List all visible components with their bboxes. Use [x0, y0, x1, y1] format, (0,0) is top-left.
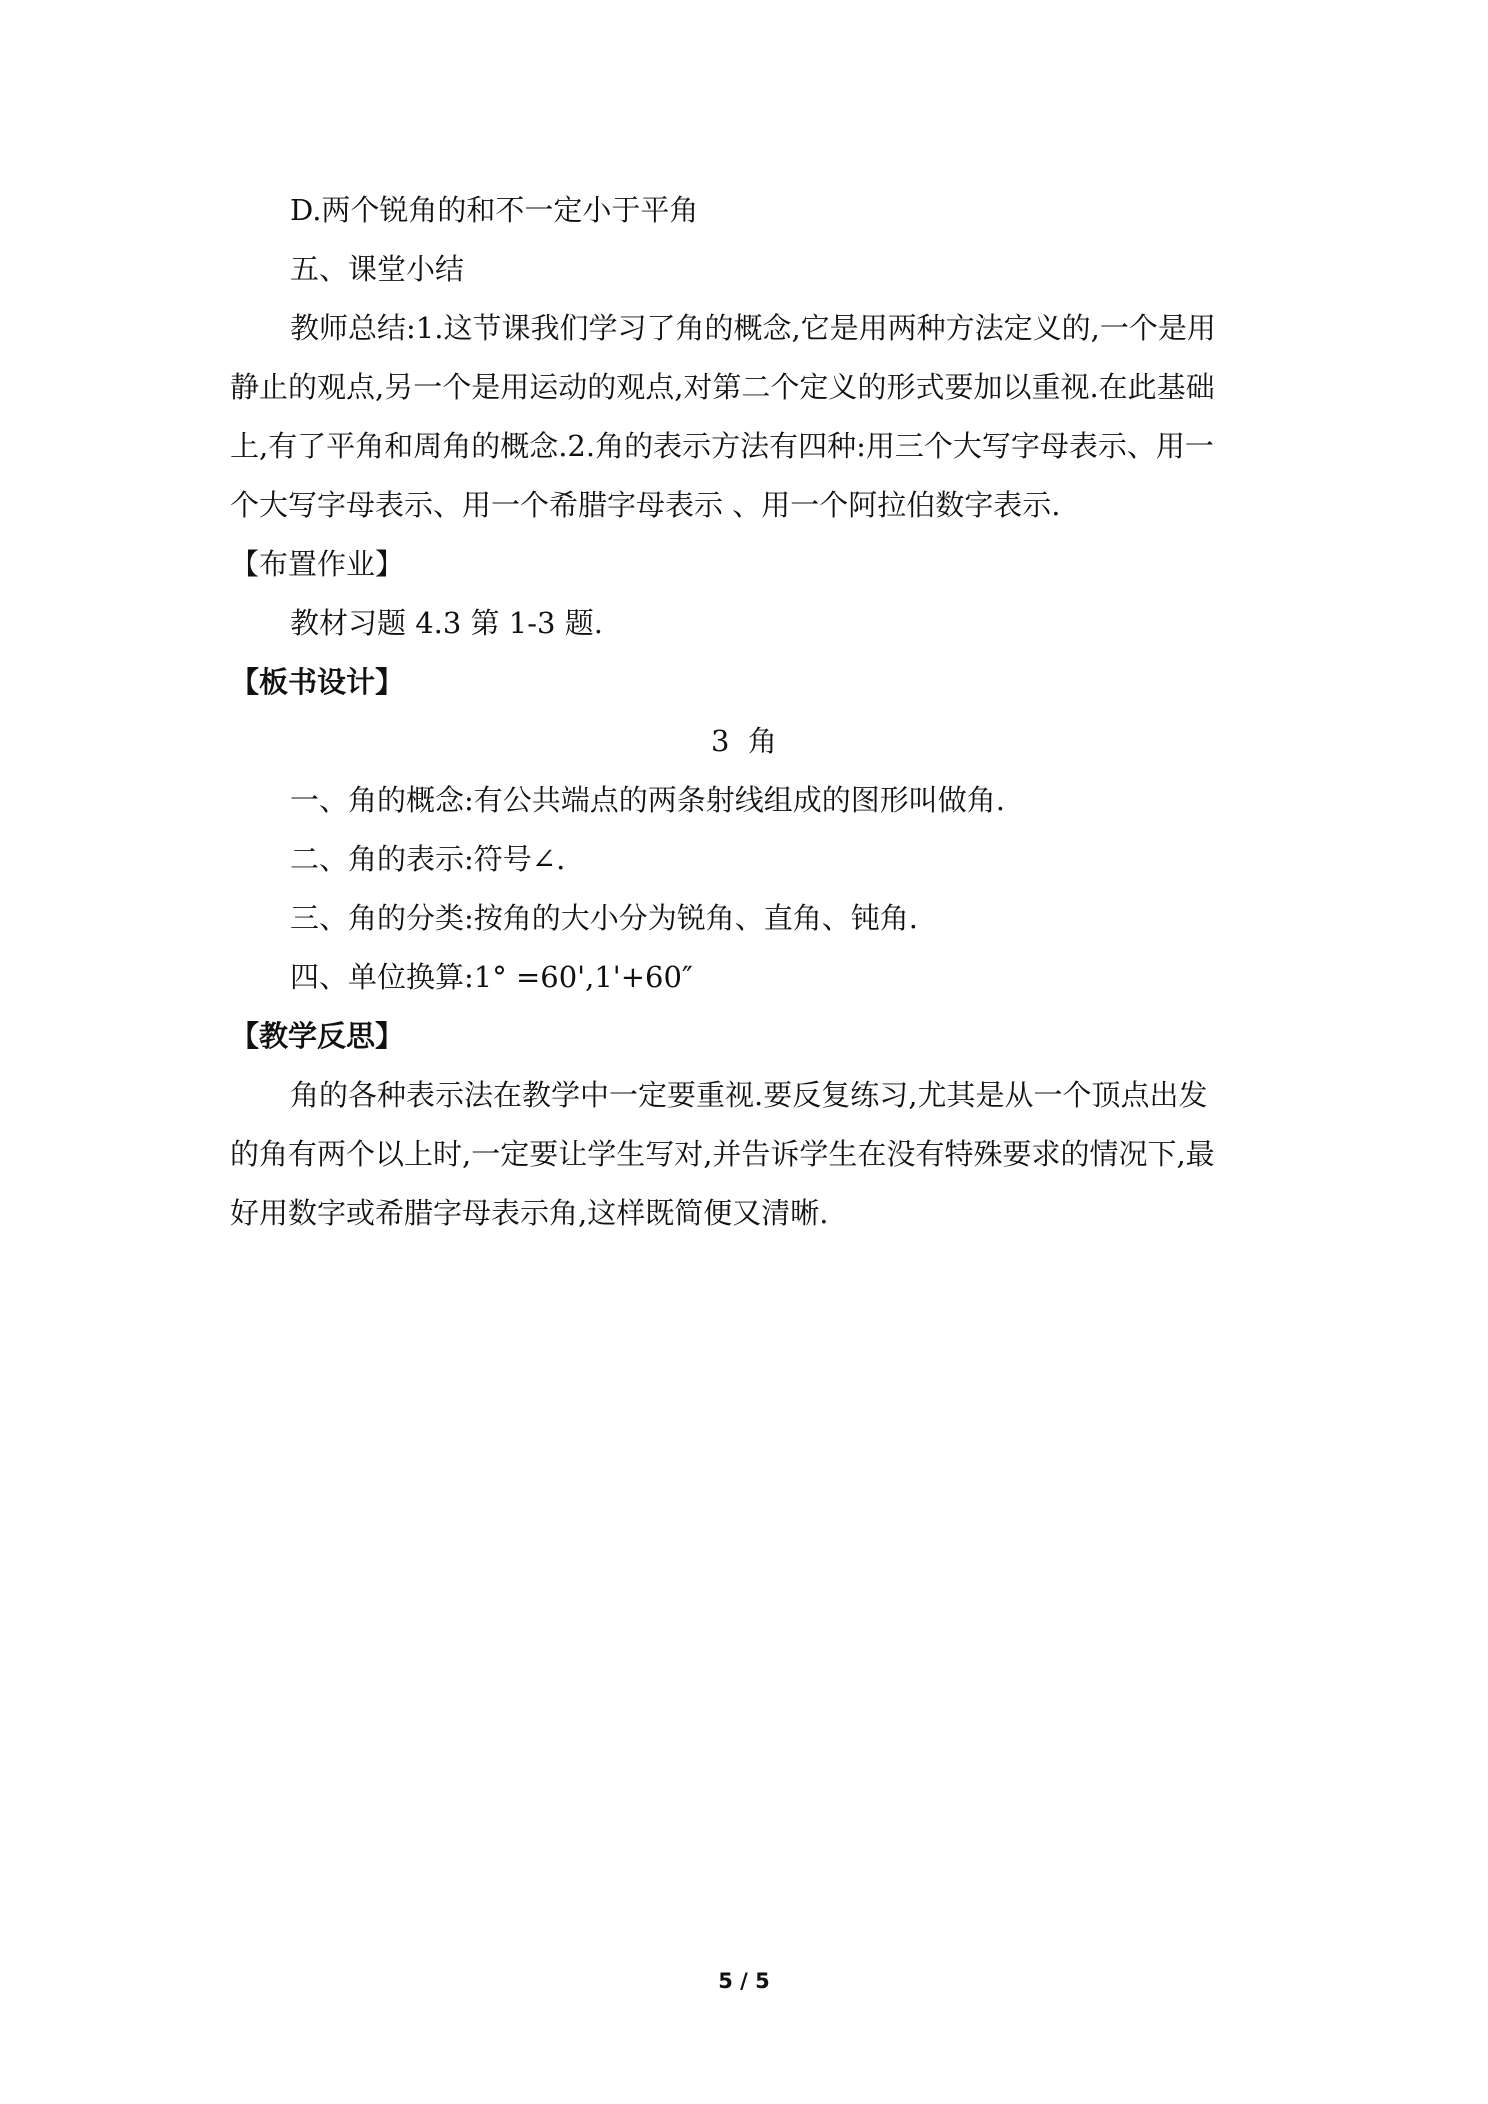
page-number: 5 / 5	[718, 1969, 770, 1993]
summary-line-2: 静止的观点,另一个是用运动的观点,对第二个定义的形式要加以重视.在此基础	[230, 370, 1215, 404]
reflection-line-1: 角的各种表示法在教学中一定要重视.要反复练习,尤其是从一个顶点出发	[290, 1078, 1208, 1112]
summary-line-4: 个大写字母表示、用一个希腊字母表示 、用一个阿拉伯数字表示.	[230, 488, 1061, 522]
homework-content: 教材习题 4.3 第 1-3 题.	[290, 606, 603, 640]
option-d: D.两个锐角的和不一定小于平角	[290, 193, 699, 227]
summary-line-1: 教师总结:1.这节课我们学习了角的概念,它是用两种方法定义的,一个是用	[290, 311, 1216, 345]
reflection-line-2: 的角有两个以上时,一定要让学生写对,并告诉学生在没有特殊要求的情况下,最	[230, 1137, 1215, 1171]
board-item-2: 二、角的表示:符号∠.	[290, 842, 566, 876]
reflection-heading: 【教学反思】	[230, 1019, 405, 1053]
board-heading: 【板书设计】	[230, 665, 405, 699]
board-item-3: 三、角的分类:按角的大小分为锐角、直角、钝角.	[290, 901, 918, 935]
summary-heading: 五、课堂小结	[290, 252, 465, 286]
homework-heading: 【布置作业】	[230, 547, 405, 581]
summary-line-3: 上,有了平角和周角的概念.2.角的表示方法有四种:用三个大写字母表示、用一	[230, 429, 1214, 463]
board-title: 3 角	[711, 724, 777, 758]
reflection-line-3: 好用数字或希腊字母表示角,这样既简便又清晰.	[230, 1196, 829, 1230]
board-item-1: 一、角的概念:有公共端点的两条射线组成的图形叫做角.	[290, 783, 1005, 817]
board-item-4: 四、单位换算:1° =60',1'+60″	[290, 960, 693, 994]
